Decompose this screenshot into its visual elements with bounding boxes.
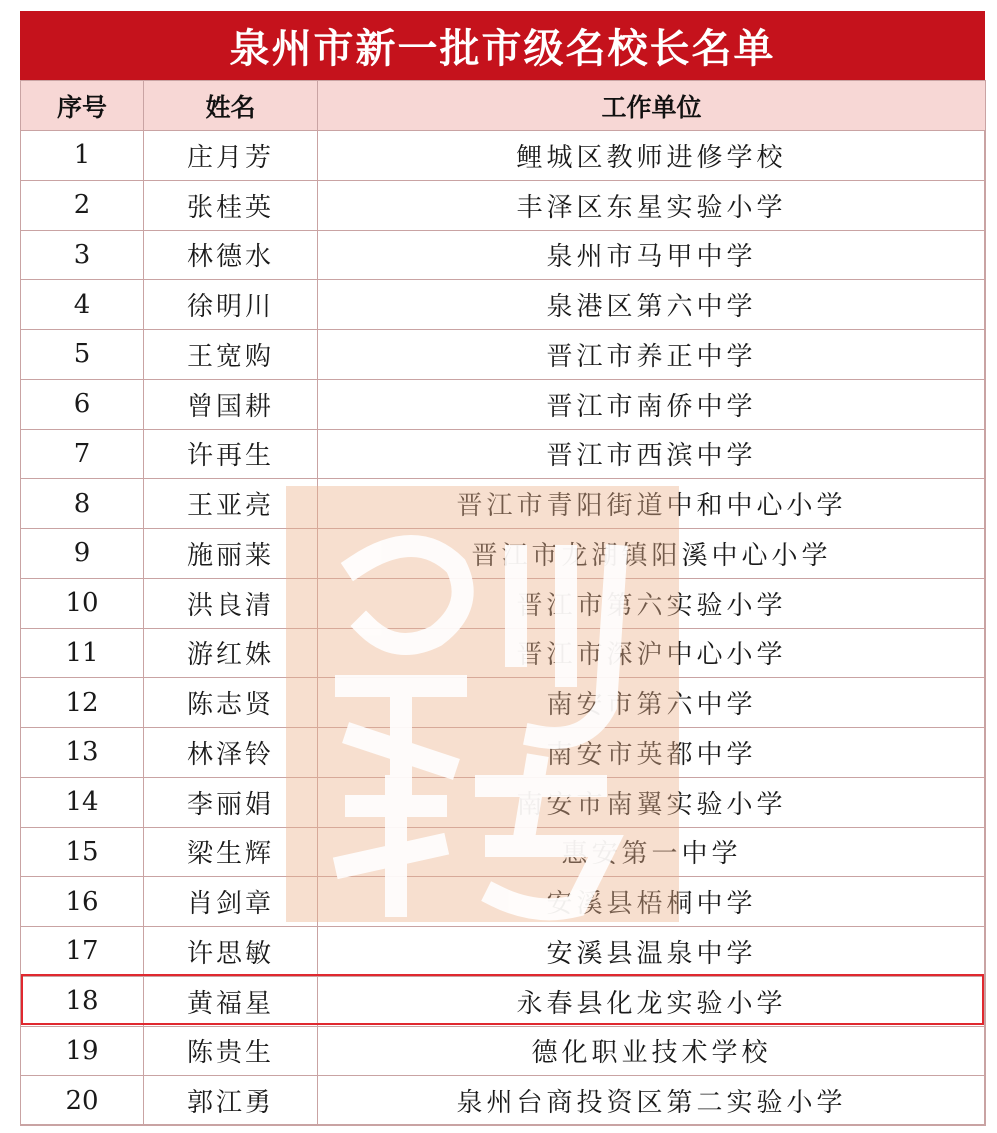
table-row [21,1026,986,1076]
row-index-cell: 12 [21,678,144,728]
row-index-cell: 20 [21,1076,144,1126]
row-name-cell: 林德水 [144,230,318,280]
row-name-cell: 郭江勇 [144,1076,318,1126]
row-unit-cell: 南安市第六中学 [318,678,986,728]
row-name-cell: 曾国耕 [144,379,318,429]
row-unit-cell: 泉港区第六中学 [318,280,986,330]
row-name-cell: 许思敏 [144,927,318,977]
row-unit-cell: 泉州市马甲中学 [318,230,986,280]
row-index-cell: 5 [21,330,144,380]
row-name-cell: 王宽购 [144,330,318,380]
row-index-cell: 1 [21,131,144,181]
row-unit-cell: 南安市南翼实验小学 [318,777,986,827]
row-name-cell: 洪良清 [144,578,318,628]
row-unit-cell: 德化职业技术学校 [318,1026,986,1076]
row-name-cell: 肖剑章 [144,877,318,927]
row-unit-cell: 晋江市养正中学 [318,330,986,380]
row-name-cell: 庄月芳 [144,131,318,181]
row-index-cell: 14 [21,777,144,827]
table-row [21,379,986,429]
row-name-cell: 游红姝 [144,628,318,678]
row-index-cell: 19 [21,1026,144,1076]
row-unit-cell: 泉州台商投资区第二实验小学 [318,1076,986,1126]
row-index-cell: 2 [21,180,144,230]
table-row [21,877,986,927]
row-index-cell: 16 [21,877,144,927]
column-header-index: 序号 [21,81,144,131]
row-index-cell: 18 [21,976,144,1026]
table-row [21,180,986,230]
row-unit-cell: 惠安第一中学 [318,827,986,877]
table-row [21,628,986,678]
column-header-name: 姓名 [144,81,318,131]
row-name-cell: 徐明川 [144,280,318,330]
table-row [21,529,986,579]
table-body [21,131,986,1126]
row-name-cell: 张桂英 [144,180,318,230]
table-row [21,578,986,628]
row-name-cell: 陈志贤 [144,678,318,728]
row-name-cell: 黄福星 [144,976,318,1026]
row-index-cell: 9 [21,529,144,579]
row-index-cell: 4 [21,280,144,330]
row-name-cell: 梁生辉 [144,827,318,877]
table-row [21,479,986,529]
row-name-cell: 李丽娟 [144,777,318,827]
row-name-cell: 林泽铃 [144,728,318,778]
table-row [21,777,986,827]
page-title: 泉州市新一批市级名校长名单 [20,11,985,80]
table-row [21,330,986,380]
row-index-cell: 17 [21,927,144,977]
row-name-cell: 王亚亮 [144,479,318,529]
row-index-cell: 6 [21,379,144,429]
row-index-cell: 13 [21,728,144,778]
row-unit-cell: 永春县化龙实验小学 [318,976,986,1026]
row-unit-cell: 安溪县温泉中学 [318,927,986,977]
table-row [21,976,986,1026]
row-unit-cell: 晋江市西滨中学 [318,429,986,479]
column-header-unit: 工作单位 [318,81,986,131]
table-row [21,280,986,330]
table-header-row [21,81,986,131]
table-row [21,678,986,728]
row-unit-cell: 晋江市南侨中学 [318,379,986,429]
row-unit-cell: 晋江市龙湖镇阳溪中心小学 [318,529,986,579]
row-index-cell: 3 [21,230,144,280]
table-row [21,230,986,280]
row-name-cell: 施丽莱 [144,529,318,579]
row-index-cell: 10 [21,578,144,628]
row-unit-cell: 晋江市深沪中心小学 [318,628,986,678]
table-row [21,131,986,181]
table-row [21,927,986,977]
table-row [21,429,986,479]
table-row [21,1076,986,1126]
row-unit-cell: 安溪县梧桐中学 [318,877,986,927]
row-name-cell: 许再生 [144,429,318,479]
row-index-cell: 11 [21,628,144,678]
row-unit-cell: 晋江市青阳街道中和中心小学 [318,479,986,529]
row-unit-cell: 南安市英都中学 [318,728,986,778]
row-unit-cell: 丰泽区东星实验小学 [318,180,986,230]
row-unit-cell: 晋江市第六实验小学 [318,578,986,628]
row-index-cell: 7 [21,429,144,479]
row-index-cell: 8 [21,479,144,529]
row-unit-cell: 鲤城区教师进修学校 [318,131,986,181]
table-row [21,728,986,778]
row-name-cell: 陈贵生 [144,1026,318,1076]
table-row [21,827,986,877]
row-index-cell: 15 [21,827,144,877]
principal-list-table [20,80,986,1126]
